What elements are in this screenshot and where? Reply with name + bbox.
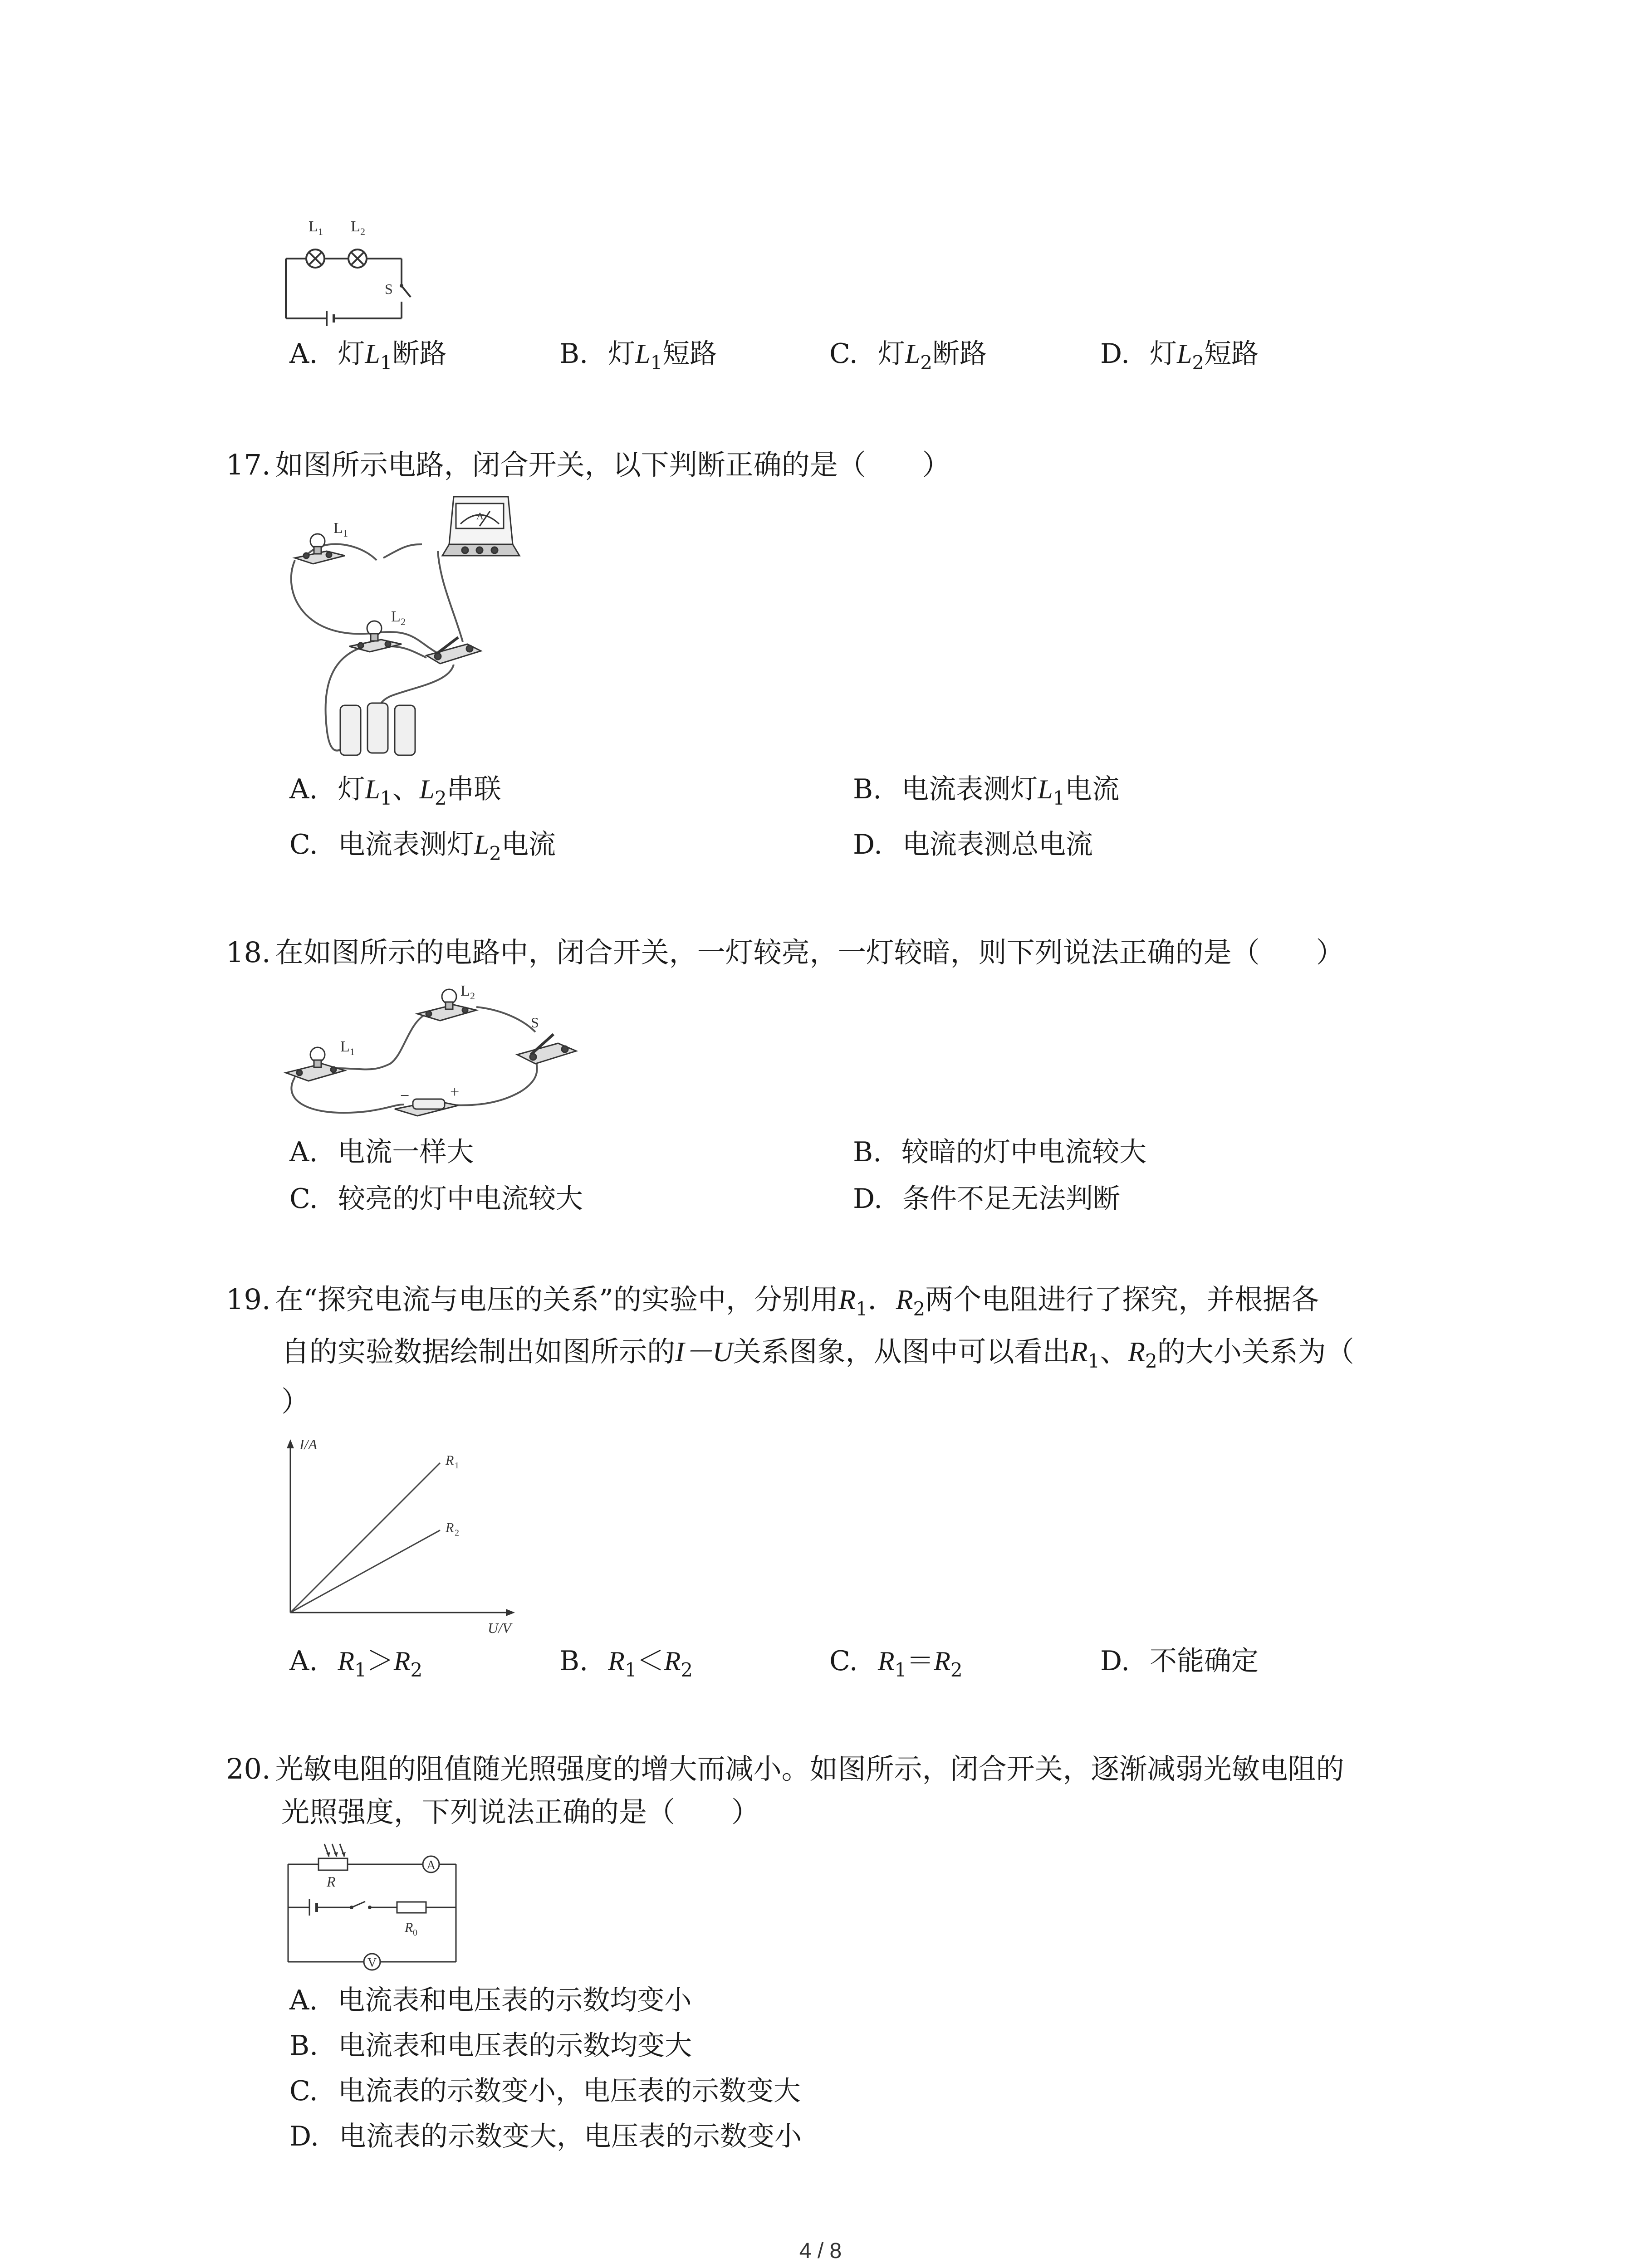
option-letter: D. xyxy=(289,2121,319,2152)
q19-stem-line-3 xyxy=(281,1383,309,1420)
q18-option-d[interactable] xyxy=(853,1181,1120,1217)
math-var: R xyxy=(838,1285,856,1315)
option-sub: 1 xyxy=(894,1659,907,1681)
option-text: 不能确定 xyxy=(1150,1645,1259,1677)
option-letter: A. xyxy=(289,1984,318,2016)
option-letter: A. xyxy=(289,1645,318,1677)
option-letter: C. xyxy=(829,338,858,370)
question-text: 自的实验数据绘制出如图所示的 xyxy=(281,1335,676,1368)
q18-label-l1: L xyxy=(340,1038,350,1055)
option-var: R xyxy=(338,1646,355,1676)
option-op: ＜ xyxy=(637,1645,664,1677)
option-letter: C. xyxy=(829,1645,858,1677)
math-sub: 2 xyxy=(1145,1350,1157,1372)
series-line-r2 xyxy=(290,1530,440,1613)
option-var: R xyxy=(934,1646,950,1676)
x-axis-label: U/V xyxy=(488,1620,511,1635)
option-sub: 2 xyxy=(434,787,447,809)
option-sub: 1 xyxy=(380,787,392,809)
q19-option-a[interactable] xyxy=(289,1643,422,1688)
q17-option-a[interactable] xyxy=(289,771,501,816)
q20-option-c[interactable] xyxy=(289,2073,801,2109)
option-op: ＞ xyxy=(366,1645,394,1677)
option-var: L xyxy=(365,774,380,804)
q19-stem-line-1 xyxy=(226,1281,1319,1327)
option-letter: D. xyxy=(1100,338,1130,370)
q17-label-l2: L xyxy=(391,608,401,625)
q20-voltmeter-symbol: V xyxy=(367,1956,377,1970)
option-text: 电流表和电压表的示数均变大 xyxy=(338,2030,692,2062)
q18-option-a[interactable] xyxy=(289,1134,474,1170)
option-var: L xyxy=(474,830,490,860)
q19-option-c[interactable] xyxy=(829,1643,963,1688)
option-text: 较亮的灯中电流较大 xyxy=(338,1183,583,1215)
q16-option-a[interactable] xyxy=(289,336,447,381)
q16-label-l1-sub: 1 xyxy=(318,226,323,237)
question-text: 、 xyxy=(1100,1335,1128,1368)
question-text: 关系图象，从图中可以看出 xyxy=(733,1335,1071,1368)
q17-option-d[interactable] xyxy=(853,826,1093,863)
q16-label-l2: L xyxy=(351,218,360,235)
option-text-post: 串联 xyxy=(446,773,501,805)
q19-stem-line-2 xyxy=(281,1334,1354,1379)
option-var: L xyxy=(365,339,380,369)
q20-stem-line-1 xyxy=(226,1751,1344,1787)
q20-label-r0-sub: 0 xyxy=(413,1928,417,1938)
option-text-post: 电流 xyxy=(501,829,556,860)
question-text: ） xyxy=(281,1385,310,1418)
q19-option-d[interactable] xyxy=(1100,1643,1259,1679)
series-label-sub-r2: 2 xyxy=(455,1528,459,1538)
q16-label-l1: L xyxy=(309,218,318,235)
q20-stem-line-2 xyxy=(281,1794,759,1830)
option-text: 电流表测灯 xyxy=(338,829,474,860)
q18-label-l1-sub: 1 xyxy=(350,1046,355,1057)
math-sub: 2 xyxy=(913,1298,926,1320)
option-text: 灯 xyxy=(608,338,636,370)
option-text-post: 电流 xyxy=(1065,773,1120,805)
option-letter: A. xyxy=(289,773,318,805)
q18-label-l2: L xyxy=(460,982,470,999)
option-text-post: 断路 xyxy=(932,338,987,370)
option-text: 电流一样大 xyxy=(338,1136,474,1168)
q17-label-l1: L xyxy=(333,520,343,537)
option-sub: 2 xyxy=(489,842,501,865)
option-sub: 1 xyxy=(624,1659,637,1681)
question-text: 两个电阻进行了探究，并根据各 xyxy=(925,1283,1319,1316)
page-number: 4 / 8 xyxy=(799,2239,842,2263)
option-letter: B. xyxy=(853,773,882,805)
option-sub: 2 xyxy=(920,352,932,374)
option-text: 电流表测灯 xyxy=(901,773,1038,805)
option-text-post: 短路 xyxy=(662,338,717,370)
q17-option-c[interactable] xyxy=(289,826,556,872)
q17-stem xyxy=(226,447,950,483)
y-axis-label: I/A xyxy=(299,1436,318,1452)
option-letter: B. xyxy=(289,2030,318,2062)
option-sub: 2 xyxy=(681,1659,693,1681)
option-text: 条件不足无法判断 xyxy=(902,1183,1121,1215)
option-sub: 2 xyxy=(410,1659,423,1681)
math-var: R xyxy=(1070,1337,1088,1368)
q17-meter-symbol: A xyxy=(476,510,484,522)
option-letter: C. xyxy=(289,1183,318,1215)
option-letter: B. xyxy=(853,1136,882,1168)
question-text: 在“探究电流与电压的关系”的实验中，分别用 xyxy=(275,1283,839,1316)
option-var: R xyxy=(608,1646,625,1676)
option-text: 较暗的灯中电流较大 xyxy=(901,1136,1147,1168)
option-var: L xyxy=(1177,339,1192,369)
option-op: ＝ xyxy=(906,1645,934,1677)
option-letter: D. xyxy=(853,1183,883,1215)
q18-label-l2-sub: 2 xyxy=(470,990,475,1002)
q18-stem xyxy=(226,934,1344,971)
option-text: 电流表的示数变小，电压表的示数变大 xyxy=(338,2075,801,2107)
option-letter: C. xyxy=(289,829,318,860)
question-text: 的大小关系为（ xyxy=(1157,1335,1354,1368)
option-sub: 1 xyxy=(354,1659,367,1681)
q20-option-d[interactable] xyxy=(289,2118,802,2155)
math-sub: 1 xyxy=(855,1298,868,1320)
math-var: R xyxy=(1128,1337,1145,1368)
option-var: R xyxy=(877,1646,895,1676)
series-line-r1 xyxy=(290,1463,440,1613)
q18-circuit-photo xyxy=(281,982,599,1136)
question-text: 在如图所示的电路中，闭合开关，一灯较亮，一灯较暗，则下列说法正确的是（ ） xyxy=(275,936,1344,969)
option-var: L xyxy=(635,339,651,369)
q16-option-c[interactable] xyxy=(829,336,987,381)
option-letter: D. xyxy=(853,829,883,860)
option-letter: A. xyxy=(289,338,318,370)
option-sub: 1 xyxy=(1053,787,1065,809)
q17-label-l1-sub: 1 xyxy=(343,528,348,539)
option-sub: 2 xyxy=(1192,352,1205,374)
q20-option-b[interactable] xyxy=(289,2028,692,2064)
option-var: R xyxy=(664,1646,681,1676)
q20-ammeter-symbol: A xyxy=(426,1858,436,1872)
q16-label-l2-sub: 2 xyxy=(360,226,365,237)
q16-option-d[interactable] xyxy=(1100,336,1259,381)
option-text-post: 短路 xyxy=(1204,338,1259,370)
q20-label-r0: R xyxy=(405,1920,413,1935)
option-text: 电流表和电压表的示数均变小 xyxy=(338,1984,692,2016)
q16-option-b[interactable] xyxy=(559,336,717,381)
option-var: L xyxy=(905,339,921,369)
option-letter: C. xyxy=(289,2075,318,2107)
series-label-r1: R xyxy=(446,1453,454,1468)
q18-option-b[interactable] xyxy=(853,1134,1146,1170)
q20-label-r: R xyxy=(327,1873,336,1890)
option-sub: 1 xyxy=(650,352,663,374)
math-var: R xyxy=(896,1285,913,1315)
option-var: L xyxy=(1038,774,1053,804)
option-letter: B. xyxy=(559,1645,588,1677)
q16-label-s: S xyxy=(385,281,393,297)
q18-plus: + xyxy=(450,1083,460,1101)
q17-option-b[interactable] xyxy=(853,771,1119,816)
question-text: 如图所示电路，闭合开关，以下判断正确的是（ ） xyxy=(275,448,950,481)
question-number: 20. xyxy=(226,1752,271,1785)
option-letter: D. xyxy=(1100,1645,1130,1677)
option-var: L xyxy=(419,774,435,804)
q18-option-c[interactable] xyxy=(289,1181,583,1217)
option-text: 灯 xyxy=(1150,338,1177,370)
option-var: R xyxy=(393,1646,411,1676)
q18-label-s: S xyxy=(531,1014,539,1031)
option-sub: 1 xyxy=(380,352,392,374)
q16-circuit-diagram xyxy=(281,218,417,327)
option-sep: 、 xyxy=(392,773,420,805)
question-number: 19. xyxy=(226,1283,271,1316)
option-text: 电流表测总电流 xyxy=(902,829,1093,860)
q17-label-l2-sub: 2 xyxy=(401,616,406,627)
option-text: 灯 xyxy=(338,773,365,805)
y-axis-arrow xyxy=(287,1439,294,1448)
q19-option-b[interactable] xyxy=(559,1643,693,1688)
series-label-r2: R xyxy=(446,1520,454,1535)
question-text: ． xyxy=(867,1283,896,1316)
question-number: 18. xyxy=(226,936,271,969)
math-sub: 1 xyxy=(1087,1350,1100,1372)
series-label-sub-r1: 1 xyxy=(455,1461,459,1471)
question-text: 光敏电阻的阻值随光照强度的增大而减小。如图所示，闭合开关，逐渐减弱光敏电阻的 xyxy=(275,1752,1344,1785)
option-sub: 2 xyxy=(950,1659,963,1681)
option-text-post: 断路 xyxy=(392,338,447,370)
option-letter: B. xyxy=(559,338,588,370)
option-text: 电流表的示数变大，电压表的示数变小 xyxy=(339,2121,802,2152)
question-number: 17. xyxy=(226,448,271,481)
math-expr: I－U xyxy=(675,1337,733,1368)
option-text: 灯 xyxy=(877,338,905,370)
q17-circuit-photo xyxy=(277,492,576,764)
option-letter: A. xyxy=(289,1136,318,1168)
q20-option-a[interactable] xyxy=(289,1982,691,2019)
q18-minus: − xyxy=(400,1086,410,1105)
question-text: 光照强度，下列说法正确的是（ ） xyxy=(281,1795,760,1828)
q20-circuit-diagram xyxy=(281,1839,463,1975)
option-text: 灯 xyxy=(338,338,365,370)
x-axis-arrow xyxy=(506,1609,515,1616)
q19-iu-graph xyxy=(272,1436,526,1635)
